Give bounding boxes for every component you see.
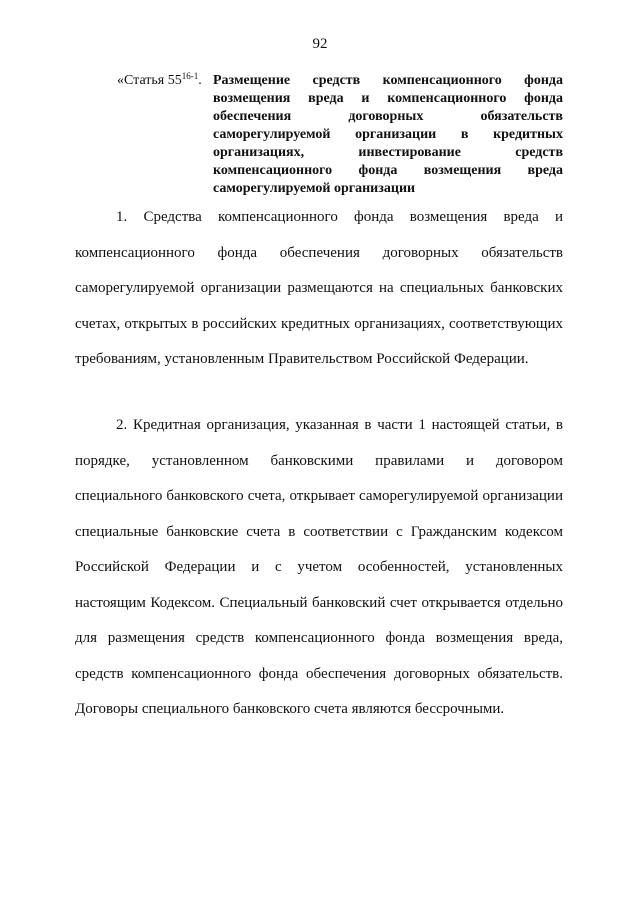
paragraph-1: 1. Средства компенсационного фонда возмещения вреда и компенсационного фонда обеспечения договорных обязательств саморегулируемой организации размещаются на специальных банковских счетах, открытых в российских кредитных организациях, соответствующих требованиям, установленным Правительством Российской Федерации. <box>75 209 563 367</box>
paragraph-2: 2. Кредитная организация, указанная в части 1 настоящей статьи, в порядке, установленном банковскими правилами и договором специального банковского счета, открывает саморегулируемой организации специальные банковские счета в соответствии с Гражданским кодексом Российской Федерации и с учетом особенностей, установленных настоящим Кодексом. Специальный банковский счет открывается отдельно для размещения средств компенсационного фонда возмещения вреда, средств компенсационного фонда обеспечения договорных обязательств. Договоры специального банковского счета являются бессрочными. <box>75 417 563 717</box>
article-suffix: . <box>198 73 202 88</box>
article-superscript: 16-1 <box>181 71 199 81</box>
page-number: 92 <box>312 36 328 52</box>
article-label <box>117 72 213 90</box>
article-header <box>117 72 563 198</box>
article-prefix: «Статья 55 <box>117 73 182 88</box>
article-title: Размещение средств компенсационного фонда возмещения вреда и компенсационного фонда обеспечения договорных обязательств саморегулируемой организации в кредитных организациях, инвестирование средств компенсационного фонда возмещения вреда саморегулируемой организации <box>213 73 563 196</box>
